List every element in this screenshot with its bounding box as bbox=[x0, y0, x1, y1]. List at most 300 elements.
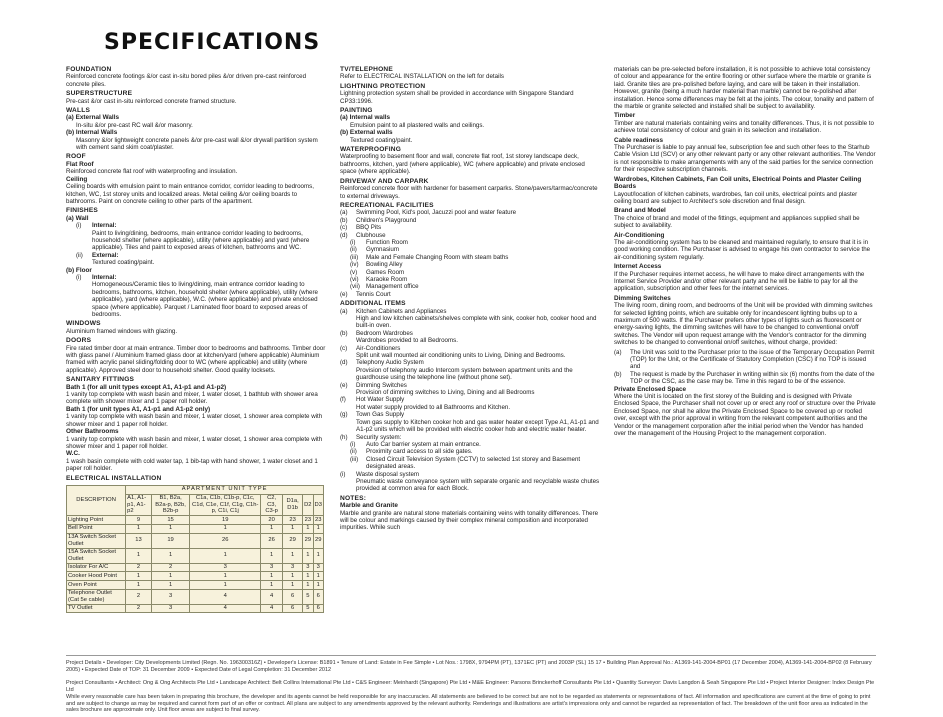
list-key: (i) bbox=[76, 273, 82, 281]
note-section bbox=[614, 263, 876, 293]
subheading: (b) Internal Walls bbox=[66, 129, 118, 137]
list-key: (a) bbox=[340, 307, 348, 315]
section-heading: WATERPROOFING bbox=[340, 146, 402, 154]
list-item bbox=[614, 371, 876, 386]
table-cell: 6 bbox=[313, 604, 323, 613]
table-cell: 1 bbox=[313, 548, 323, 563]
section-notes bbox=[340, 495, 602, 532]
section-superstructure bbox=[66, 90, 328, 105]
list-text: Games Room bbox=[366, 268, 405, 276]
list-key: (d) bbox=[340, 359, 348, 367]
list-item bbox=[340, 471, 602, 493]
table-column-header: C1a, C1b, C1b-p, C1c, C1d, C1e, C1f, C1g, C1h-p, C1i, C1j bbox=[190, 494, 261, 516]
table-cell: 1 bbox=[303, 572, 313, 581]
list-item bbox=[66, 222, 328, 252]
list-text: Clubhouse bbox=[356, 231, 386, 239]
security-list bbox=[340, 441, 602, 471]
list-text: Gymnasium bbox=[366, 246, 400, 254]
list-item bbox=[340, 330, 602, 345]
section-heading: ELECTRICAL INSTALLATION bbox=[66, 474, 162, 482]
list-content bbox=[356, 396, 602, 411]
item-text: Pneumatic waste conveyance system with separate organic and recyclable waste chutes provided at common area for each Block. bbox=[356, 477, 600, 493]
section-text: Waterproofing to basement floor and wall, concrete flat roof, 1st storey landscape deck, bathrooms, kitchen, yard (where applicable), WC (where applicable) and private enclosed space (where applicable). bbox=[340, 153, 585, 176]
list-item bbox=[66, 274, 328, 318]
item-heading: Hot Water Supply bbox=[356, 396, 405, 404]
table-column-header: C2, C3, C3-p bbox=[261, 494, 283, 516]
table-row-label: Cooker Hood Point bbox=[67, 572, 126, 581]
list-text: Proximity card access to all side gates. bbox=[366, 448, 473, 456]
table-cell: 1 bbox=[313, 581, 323, 590]
list-key: (ii) bbox=[350, 448, 357, 456]
list-text: The Unit was sold to the Purchaser prior to the issue of the Temporary Occupation Permit (TOP) for the Unit, or the Certificate of Statutory Completion (CSC) if no TOP is issued and bbox=[630, 348, 875, 371]
section-text: Marble and granite are natural stone materials containing veins with tonality differences. There will be colour and markings caused by their complex mineral composition and incorporated impurities. While such bbox=[340, 509, 599, 532]
table-cell: 13 bbox=[126, 533, 152, 548]
item-heading: Waste disposal system bbox=[356, 470, 420, 478]
table-cell: 1 bbox=[283, 572, 303, 581]
subheading: Wardrobes, Kitchen Cabinets, Fan Coil units, Electrical Points and Plaster Ceiling Boards bbox=[614, 175, 862, 191]
subheading: (b) Floor bbox=[66, 266, 92, 274]
section-finishes bbox=[66, 207, 328, 318]
note-section bbox=[614, 232, 876, 262]
subheading: Marble and Granite bbox=[340, 502, 398, 510]
table-cell: 1 bbox=[151, 572, 189, 581]
table-cell: 5 bbox=[303, 604, 313, 613]
table-cell: 19 bbox=[151, 533, 189, 548]
table-cell: 19 bbox=[190, 516, 261, 525]
table-cell: 1 bbox=[303, 548, 313, 563]
list-key: (i) bbox=[350, 238, 356, 246]
table-row bbox=[67, 524, 324, 533]
section-text: Where the Unit is located on the first storey of the Building and is designed with Private Enclosed Space, the Purchaser shall not cover up or erect any roof or structure over the Private Enclosed Space, nor shall he allow the Private Enclosed Space to be covered up or roofed over, except with the prior approval in writing from the relevant competent authorities and the Vendor or the management corporation after the initial period when the Vendor has handed over the management of the Housing Project to the management corporation. bbox=[614, 393, 876, 438]
section-text: Refer to ELECTRICAL INSTALLATION on the left for details bbox=[340, 73, 504, 81]
subheading: (b) External walls bbox=[340, 129, 393, 137]
page-title: SPECIFICATIONS bbox=[104, 30, 321, 55]
note-section bbox=[614, 112, 876, 134]
list-key: (vi) bbox=[350, 275, 359, 283]
list-item bbox=[340, 232, 602, 239]
table-row-label: 15A Switch Socket Outlet bbox=[67, 548, 126, 563]
section-heading: ROOF bbox=[66, 153, 86, 161]
item-text: Provision of dimming switches to Living, Dining and all Bedrooms bbox=[356, 389, 535, 397]
section-text: Pre-cast &/or cast in-situ reinforced concrete framed structure. bbox=[66, 97, 237, 105]
section-heading: FOUNDATION bbox=[66, 66, 112, 73]
section-text: 1 vanity top complete with wash basin and mixer, 1 water closet, 1 bathtub with shower area complete with shower mixer and 1 paper roll holder. bbox=[66, 391, 318, 406]
item-text: Homogeneous/Ceramic tiles to living/dining, main entrance corridor leading to bedrooms, bathrooms, kitchen, household shelter (where applicable), utility (where applicable), yard (where applicable), W.C. (where applicable) and private enclosed space (where applicable). Parquet / Laminated floor board to exposed areas of bedrooms. bbox=[92, 281, 318, 318]
table-cell: 6 bbox=[313, 589, 323, 604]
table-cell: 1 bbox=[151, 524, 189, 533]
table-cell: 1 bbox=[151, 548, 189, 563]
section-text: 1 vanity top complete with wash basin and mixer, 1 water closet, 1 shower area complete with shower mixer and 1 paper roll holder. bbox=[66, 413, 323, 428]
footer-disclaimer: While every reasonable care has been taken in preparing this brochure, the developer and its agents cannot be held responsible for any inaccuracies. All statements are believed to be correct but are not to be regarded as statements or representations of fact. All information and specifications are current at the time of going to print and are subject to change as may be required and cannot form part of an offer or contract. All plans are subject to any amendments approved by the relevant authority. Renderings and illustrations are artist's impressions only and cannot be regarded as representation of fact. The breakdown of the unit floor area as indicated in the sales brochure are approximate only. Unit floor areas are subject to final survey. bbox=[66, 694, 871, 714]
table-row bbox=[67, 604, 324, 613]
list-key: (g) bbox=[340, 411, 348, 419]
section-text: If the Purchaser requires internet access, he will have to make direct arrangements with the Internet Service Provider and/or other relevant party and he will be liable to pay for all the application, subscription and other fees for the internet services. bbox=[614, 270, 865, 293]
list-key: (e) bbox=[340, 381, 348, 389]
section-text: The Purchaser is liable to pay annual fee, subscription fee and such other fees to the Starhub Cable Vision Ltd (SCV) or any other relevant party or any other relevant authorities. The Vendor is not responsible to make arrangements with any of the said parties for the service connection for their respective subscription channels. bbox=[614, 144, 876, 174]
note-section bbox=[614, 137, 876, 174]
note-section bbox=[614, 176, 876, 206]
section-text: Emulsion paint to all plastered walls and ceilings. bbox=[350, 121, 485, 129]
table-row-label: Telephone Outlet (Cat 5e cable) bbox=[67, 589, 126, 604]
list-key: (ii) bbox=[76, 251, 83, 259]
list-item bbox=[350, 448, 602, 455]
section-heading: TV/TELEPHONE bbox=[340, 66, 393, 73]
section-text: In-situ &/or pre-cast RC wall &/or masonry. bbox=[76, 121, 193, 129]
list-text: Karaoke Room bbox=[366, 275, 408, 283]
section-heading: WALLS bbox=[66, 107, 91, 115]
item-heading: Internal: bbox=[92, 273, 117, 281]
list-item bbox=[340, 291, 602, 298]
section-heading: FINISHES bbox=[66, 207, 99, 215]
subheading: Air-Conditioning bbox=[614, 231, 665, 239]
list-item bbox=[66, 252, 328, 267]
list-item bbox=[350, 254, 602, 261]
section-text: Timber are natural materials containing veins and tonality differences. Thus, it is not possible to achieve total consistency of colour and grain in its selection and installation. bbox=[614, 119, 874, 135]
section-foundation bbox=[66, 66, 328, 88]
table-cell: 1 bbox=[261, 524, 283, 533]
item-heading: Bedroom Wardrobes bbox=[356, 329, 413, 337]
marble-granite-continued: materials can be pre-selected before installation, it is not possible to achieve total consistency of colour and appearance for the entire flooring or other surface where the marble or granite is laid. Granite tiles are pre-polished before laying, and care will be taken in their installation. However, granite (being a much harder material than marble) cannot be re-polished after installation. Hence some differences may be felt at the joints. The colour, tonality and pattern of the marble or granite selected and installed shall be subject to availability. bbox=[614, 66, 874, 111]
list-item bbox=[340, 224, 602, 231]
table-cell: 26 bbox=[190, 533, 261, 548]
list-item bbox=[350, 269, 602, 276]
list-key: (f) bbox=[340, 396, 346, 404]
list-key: (b) bbox=[340, 329, 348, 337]
table-cell: 29 bbox=[313, 533, 323, 548]
list-key: (ii) bbox=[350, 246, 357, 254]
dimming-conditions-list bbox=[614, 349, 876, 386]
table-column-header: D2 bbox=[303, 494, 313, 516]
section-text: 1 vanity top complete with wash basin and mixer, 1 water closet, 1 shower area complete with shower mixer and 1 paper roll holder. bbox=[66, 435, 323, 450]
list-key: (vii) bbox=[350, 283, 360, 291]
subheading: Timber bbox=[614, 112, 636, 120]
table-cell: 2 bbox=[126, 604, 152, 613]
section-heading: DRIVEWAY AND CARPARK bbox=[340, 177, 429, 185]
list-content bbox=[356, 382, 602, 397]
electrical-table bbox=[66, 485, 324, 614]
section-heading: SANITARY FITTINGS bbox=[66, 376, 135, 384]
list-text: Management office bbox=[366, 283, 419, 291]
table-row-label: TV Outlet bbox=[67, 604, 126, 613]
footer-project-consultants: Project Consultants • Architect: Ong & Ong Architects Pte Ltd • Landscape Architect: Belt Collins International Pte Ltd • C&S Engineer: Meinhardt (Singapore) Pte Ltd • M&E Engineer: Parsons Brinckerhoff Consultants Pte Ltd • Quantity Surveyor: Davis Langdon & Seah Singapore Pte Ltd • Project Interior Designer: Index Design Pte Ltd bbox=[66, 680, 875, 693]
section-text: Ceiling boards with emulsion paint to main entrance corridor, corridor leading to bedrooms, kitchen, WC, 1st storey units and localized areas. Metal ceiling &/or ceiling boards to bathrooms. Paint on concrete ceiling to other parts of the apartment. bbox=[66, 183, 314, 205]
list-text: Children's Playground bbox=[356, 216, 417, 224]
list-key: (c) bbox=[340, 224, 348, 232]
subheading: (a) Wall bbox=[66, 214, 89, 222]
list-item bbox=[340, 411, 602, 433]
list-content bbox=[356, 411, 602, 433]
section-private-enclosed-space bbox=[614, 386, 876, 438]
list-text: Swimming Pool, Kid's pool, Jacuzzi pool and water feature bbox=[356, 209, 517, 217]
section-heading: RECREATIONAL FACILITIES bbox=[340, 201, 434, 209]
table-cell: 15 bbox=[151, 516, 189, 525]
table-cell: 1 bbox=[313, 524, 323, 533]
item-text: Wardrobes provided to all Bedrooms. bbox=[356, 337, 458, 345]
note-section bbox=[614, 207, 876, 229]
table-cell: 9 bbox=[126, 516, 152, 525]
item-heading: Security system: bbox=[356, 433, 402, 441]
item-heading: Internal: bbox=[92, 222, 117, 230]
table-cell: 1 bbox=[261, 581, 283, 590]
section-tv-telephone bbox=[340, 66, 602, 81]
item-heading: External: bbox=[92, 251, 119, 259]
table-cell: 29 bbox=[283, 533, 303, 548]
table-cell: 3 bbox=[283, 563, 303, 572]
table-cell: 3 bbox=[151, 604, 189, 613]
table-cell: 26 bbox=[261, 533, 283, 548]
section-walls bbox=[66, 107, 328, 151]
list-text: The request is made by the Purchaser in writing within six (6) months from the date of the TOP or the CSC, as the case may be. Time in this regard to be of the essence. bbox=[630, 370, 875, 386]
list-key: (b) bbox=[614, 370, 622, 378]
table-row bbox=[67, 572, 324, 581]
section-sanitary-fittings bbox=[66, 376, 328, 472]
list-key: (i) bbox=[350, 440, 356, 448]
subheading: W.C. bbox=[66, 450, 80, 458]
section-text: Layout/location of kitchen cabinets, wardrobes, fan coil units, electrical points and plaster ceiling board are subject to Architect's sole discretion and final design. bbox=[614, 190, 858, 205]
section-text: The air-conditioning system has to be cleaned and maintained regularly, to ensure that it is in good working condition. The Purchaser is advised to engage his own contractor to service the air-conditioning system regularly. bbox=[614, 238, 871, 261]
section-text: Reinforced concrete footings &/or cast in-situ bored piles &/or driven pre-cast reinforced concrete piles. bbox=[66, 73, 307, 88]
list-key: (a) bbox=[614, 348, 622, 356]
subheading: Bath 1 (for unit types A1, A1-p1 and A1-p2 only) bbox=[66, 405, 211, 413]
table-cell: 1 bbox=[303, 524, 313, 533]
section-electrical-installation bbox=[66, 475, 328, 614]
table-row-label: Oven Point bbox=[67, 581, 126, 590]
table-cell: 1 bbox=[283, 524, 303, 533]
list-key: (iii) bbox=[350, 455, 359, 463]
table-row bbox=[67, 589, 324, 604]
item-text: Hot water supply provided to all Bathrooms and Kitchen. bbox=[356, 403, 511, 411]
table-cell: 1 bbox=[313, 572, 323, 581]
table-cell: 1 bbox=[190, 572, 261, 581]
table-cell: 1 bbox=[126, 581, 152, 590]
table-cell: 1 bbox=[283, 548, 303, 563]
list-key: (d) bbox=[340, 231, 348, 239]
section-heading: LIGHTNING PROTECTION bbox=[340, 82, 426, 90]
item-text: Paint to living/dining, bedrooms, main entrance corridor leading to bedrooms, household shelter (where applicable), utility (where applicable) and yard (where applicable). Tiles and paint to exposed areas of kitchen, bathrooms and WC. bbox=[92, 229, 310, 252]
list-text: Function Room bbox=[366, 238, 408, 246]
table-cell: 23 bbox=[283, 516, 303, 525]
table-cell: 2 bbox=[126, 589, 152, 604]
subheading: Bath 1 (for all unit types except A1, A1-p1 and A1-p2) bbox=[66, 383, 227, 391]
table-column-header: D3 bbox=[313, 494, 323, 516]
list-item bbox=[340, 345, 602, 360]
item-heading: Kitchen Cabinets and Appliances bbox=[356, 307, 447, 315]
table-cell: 1 bbox=[261, 572, 283, 581]
list-key: (a) bbox=[340, 209, 348, 217]
section-recreational-facilities bbox=[340, 202, 602, 298]
subheading: Dimming Switches bbox=[614, 294, 671, 302]
section-heading: PAINTING bbox=[340, 107, 373, 115]
section-waterproofing bbox=[340, 146, 602, 176]
column-right bbox=[614, 66, 876, 440]
list-item bbox=[340, 382, 602, 397]
table-cell: 2 bbox=[126, 563, 152, 572]
table-row bbox=[67, 533, 324, 548]
table-cell: 3 bbox=[151, 589, 189, 604]
section-text: Reinforced concrete flat roof with waterproofing and insulation. bbox=[66, 168, 238, 176]
subheading: (a) Internal walls bbox=[340, 114, 391, 122]
clubhouse-list bbox=[340, 239, 602, 291]
list-text: Auto Car barrier system at main entrance. bbox=[366, 440, 481, 448]
table-row-label: 13A Switch Socket Outlet bbox=[67, 533, 126, 548]
list-content bbox=[356, 330, 602, 345]
section-text: Masonry &/or lightweight concrete panels &/or pre-cast wall &/or drywall partition system with cement sand skim coat/plaster. bbox=[76, 136, 318, 152]
list-key: (iii) bbox=[350, 253, 359, 261]
section-heading: NOTES: bbox=[340, 494, 367, 502]
subheading: Private Enclosed Space bbox=[614, 385, 687, 393]
list-item bbox=[340, 308, 602, 330]
table-cell: 3 bbox=[261, 563, 283, 572]
section-heading: WINDOWS bbox=[66, 320, 101, 328]
table-cell: 20 bbox=[261, 516, 283, 525]
list-item bbox=[350, 456, 602, 471]
subheading: (a) External Walls bbox=[66, 114, 120, 122]
table-cell: 4 bbox=[261, 604, 283, 613]
column-middle bbox=[340, 66, 602, 534]
table-row bbox=[67, 563, 324, 572]
table-row-label: Isolator For A/C bbox=[67, 563, 126, 572]
footer-project-details: Project Details • Developer: City Developments Limited (Regn. No. 196300316Z) • Developer's License: B1891 • Tenure of Land: Estate in Fee Simple • Lot Nos.: 1798X, 9794PM (PT), 1371EC (PT) and 2003P (SL) 15 17 • Building Plan Approval No.: A1369-141-2004-BP01 (17 December 2004), A1369-141-2004-BP02 (8 February 2005) • Expected Date of TOP: 31 December 2009 • Expected Date of Legal Completion: 31 December 2012 bbox=[66, 660, 872, 673]
list-item bbox=[340, 209, 602, 216]
list-item bbox=[340, 396, 602, 411]
item-text: Textured coating/paint. bbox=[92, 259, 155, 267]
list-text: Bowling Alley bbox=[366, 261, 403, 269]
note-section bbox=[614, 295, 876, 347]
list-content bbox=[356, 308, 602, 330]
table-row-label: Bell Point bbox=[67, 524, 126, 533]
section-windows bbox=[66, 320, 328, 335]
item-heading: Telephony Audio System bbox=[356, 359, 424, 367]
section-roof bbox=[66, 153, 328, 205]
table-cell: 4 bbox=[261, 589, 283, 604]
list-item bbox=[340, 434, 602, 441]
table-cell: 1 bbox=[190, 524, 261, 533]
list-key: (b) bbox=[340, 216, 348, 224]
section-text: Textured coating/paint. bbox=[350, 136, 413, 144]
subheading: Ceiling bbox=[66, 175, 88, 183]
section-driveway bbox=[340, 178, 602, 200]
list-item bbox=[350, 276, 602, 283]
list-key: (h) bbox=[340, 433, 348, 441]
table-column-header: B1, B2a, B2a-p, B2b, B2b-p bbox=[151, 494, 189, 516]
table-cell: 1 bbox=[283, 581, 303, 590]
subheading: Other Bathrooms bbox=[66, 428, 119, 436]
section-text: 1 wash basin complete with cold water tap, 1 bib-tap with hand shower, 1 water closet and 1 paper roll holder. bbox=[66, 457, 318, 473]
list-text: Male and Female Changing Room with steam baths bbox=[366, 253, 509, 261]
table-row bbox=[67, 516, 324, 525]
list-key: (i) bbox=[340, 470, 346, 478]
section-heading: ADDITIONAL ITEMS bbox=[340, 300, 406, 308]
item-heading: Dimming Switches bbox=[356, 381, 407, 389]
table-cell: 1 bbox=[303, 581, 313, 590]
list-item bbox=[340, 217, 602, 224]
list-item bbox=[340, 359, 602, 381]
table-cell: 3 bbox=[313, 563, 323, 572]
additional-items-list bbox=[340, 308, 602, 441]
item-text: High and low kitchen cabinets/shelves complete with sink, cooker hob, cooker hood and built-in oven. bbox=[356, 315, 597, 330]
section-additional-items bbox=[340, 300, 602, 493]
section-text: The living room, dining room, and bedrooms of the Unit will be provided with dimming switches for selected lighting points, which are suitable only for incandescent lighting bulbs up to a maximum of 500 watts. If the Purchaser prefers other types of lights such as fluorescent or energy-saving lights, the dimming switches will have to be changed to conventional on/off switches. The Vendor will upon request arrange with the Vendor's contractor for the dimming switches to be changed to conventional on/off switches, without charge, provided: bbox=[614, 302, 873, 347]
table-cell: 6 bbox=[283, 604, 303, 613]
section-text: Fire rated timber door at main entrance. Timber door to bedrooms and bathrooms. Timber door with glass panel / Aluminium framed glass door at kitchen/yard (where applicable) Aluminium framed with acrylic panel sliding/folding door to WC (where applicable) and utility (where applicable). Approved steel door to household shelter. Good quality locksets. bbox=[66, 344, 326, 374]
table-cell: 1 bbox=[151, 581, 189, 590]
table-row bbox=[67, 548, 324, 563]
subheading: Internet Access bbox=[614, 263, 662, 271]
table-cell: 23 bbox=[304, 516, 312, 523]
item-heading: Town Gas Supply bbox=[356, 411, 405, 419]
section-text: Reinforced concrete floor with hardener for basement carparks. Stone/pavers/tarmac/concrete to external driveways. bbox=[340, 185, 598, 200]
table-cell: 1 bbox=[190, 548, 261, 563]
list-item bbox=[350, 246, 602, 253]
table-cell: 1 bbox=[261, 548, 283, 563]
table-cell: 1 bbox=[126, 548, 152, 563]
table-cell: 4 bbox=[190, 604, 261, 613]
notes-list bbox=[614, 112, 876, 346]
table-cell: 1 bbox=[190, 581, 261, 590]
subheading: Cable readiness bbox=[614, 136, 664, 144]
list-key: (i) bbox=[76, 222, 82, 230]
subheading: Brand and Model bbox=[614, 207, 666, 215]
list-item bbox=[350, 261, 602, 268]
table-cell: 3 bbox=[190, 563, 261, 572]
facilities-list bbox=[340, 209, 602, 239]
list-item bbox=[350, 441, 602, 448]
list-item bbox=[614, 349, 876, 371]
table-column-header: A1, A1-p1, A1-p2 bbox=[126, 494, 152, 516]
table-cell: 5 bbox=[303, 589, 313, 604]
footer-divider bbox=[66, 655, 876, 656]
list-content bbox=[356, 359, 602, 381]
list-item bbox=[350, 239, 602, 246]
section-text: Lightning protection system shall be provided in accordance with Singapore Standard CP33:1996. bbox=[340, 90, 574, 105]
item-text: Town gas supply to Kitchen cooker hob and gas water heater except Type A1, A1-p1 and A1-p2 units which will be provided with electric cooker hob and electric water heater. bbox=[356, 418, 599, 434]
list-text: BBQ Pits bbox=[356, 224, 382, 232]
section-lightning-protection bbox=[340, 83, 602, 105]
item-text: Provision of telephony audio Intercom system between apartment units and the guardhouse using the telephone line (without phone set). bbox=[356, 366, 573, 382]
item-heading: Air-Conditioners bbox=[356, 344, 401, 352]
table-cell: 6 bbox=[283, 589, 303, 604]
subheading: Flat Roof bbox=[66, 160, 94, 168]
section-painting bbox=[340, 107, 602, 144]
table-row-label: Lighting Point bbox=[67, 516, 126, 525]
list-content bbox=[356, 434, 602, 441]
list-text: Tennis Court bbox=[356, 290, 391, 298]
list-key: (v) bbox=[350, 268, 358, 276]
table-cell: 3 bbox=[303, 563, 313, 572]
column-left bbox=[66, 66, 328, 615]
table-header-apartment-type: APARTMENT UNIT TYPE bbox=[126, 485, 324, 494]
list-content bbox=[356, 345, 602, 360]
table-cell: 4 bbox=[190, 589, 261, 604]
list-key: (c) bbox=[340, 344, 348, 352]
table-cell: 2 bbox=[151, 563, 189, 572]
table-cell: 23 bbox=[313, 516, 323, 525]
table-body bbox=[67, 516, 324, 613]
table-cell: 1 bbox=[126, 572, 152, 581]
section-text: The choice of brand and model of the fittings, equipment and appliances supplied shall be subject to availability. bbox=[614, 214, 860, 230]
list-text: Closed Circuit Television System (CCTV) to selected 1st storey and Basement designated areas. bbox=[366, 455, 581, 471]
table-column-header: D1a, D1b bbox=[283, 494, 303, 516]
table-cell: 1 bbox=[126, 524, 152, 533]
section-heading: SUPERSTRUCTURE bbox=[66, 90, 133, 98]
table-row bbox=[67, 581, 324, 590]
section-text: Aluminium framed windows with glazing. bbox=[66, 327, 178, 335]
section-doors bbox=[66, 337, 328, 374]
list-key: (e) bbox=[340, 290, 348, 298]
table-header-description: DESCRIPTION bbox=[67, 485, 126, 515]
table-cell: 29 bbox=[303, 533, 313, 548]
section-heading: DOORS bbox=[66, 337, 92, 345]
